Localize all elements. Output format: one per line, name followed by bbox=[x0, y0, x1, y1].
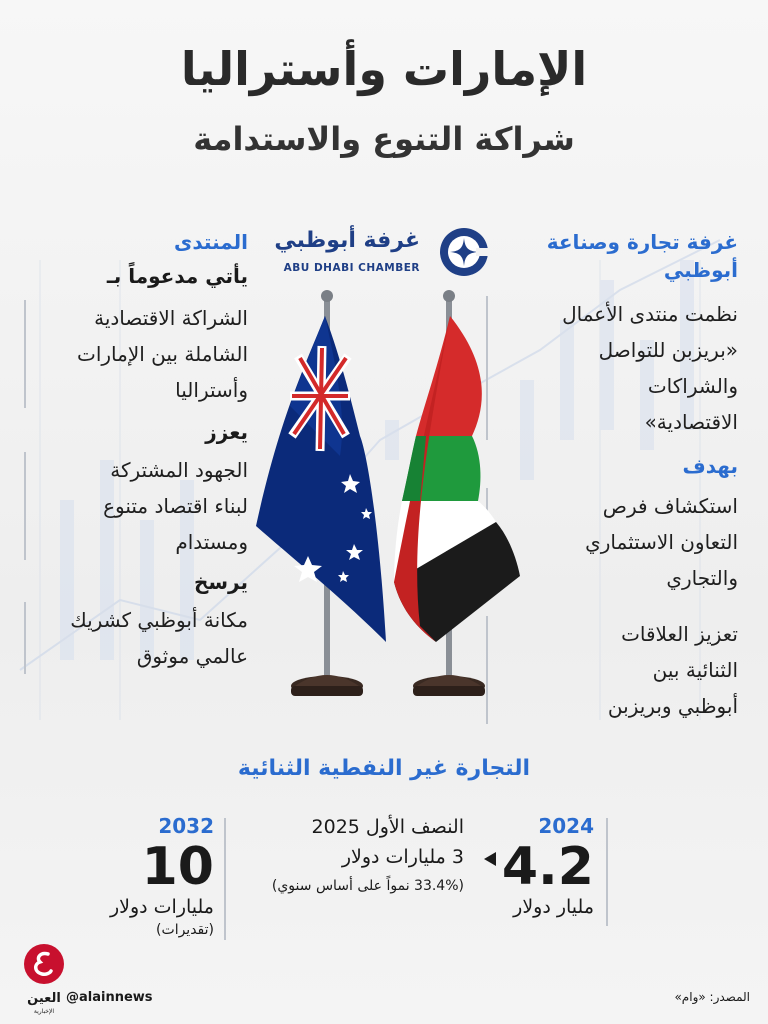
chamber-block-1-line: «بريزبن للتواصل bbox=[598, 338, 738, 362]
uae-flag bbox=[394, 316, 520, 642]
chamber-heading-line: غرفة تجارة وصناعة bbox=[546, 230, 738, 254]
forum-block-2-line: الجهود المشتركة bbox=[110, 458, 248, 482]
unit-2032: مليارات دولار bbox=[109, 896, 214, 918]
forum-subheading: يأتي مدعوماً بـ bbox=[106, 264, 248, 288]
year-2024-label: 2024 bbox=[538, 814, 594, 838]
forum-block-1-line: وأستراليا bbox=[175, 378, 248, 402]
divider-2024 bbox=[606, 818, 608, 926]
australia-flag bbox=[256, 316, 386, 642]
forum-block-1-line: الشاملة بين الإمارات bbox=[77, 342, 248, 366]
period-h1-2025: النصف الأول 2025 bbox=[311, 816, 464, 838]
main-title: الإمارات وأستراليا bbox=[180, 42, 588, 96]
growth-note: (33.4% نمواً على أساس سنوي) bbox=[271, 878, 464, 894]
value-2024: 4.2 bbox=[501, 837, 594, 897]
chamber-block-2-line: التعاون الاستثماري bbox=[585, 530, 738, 554]
value-h1-2025: 3 مليارات دولار bbox=[341, 846, 464, 868]
forum-block-1-line: الشراكة الاقتصادية bbox=[94, 306, 248, 330]
trade-2032-column bbox=[64, 814, 214, 938]
chamber-block-3-line: تعزيز العلاقات bbox=[621, 622, 738, 646]
social-handle: @alainnews bbox=[66, 990, 153, 1005]
forum-block-3-line: عالمي موثوق bbox=[136, 644, 248, 668]
forum-column bbox=[38, 228, 248, 674]
forum-block-2 bbox=[24, 452, 248, 560]
brand-text: العين bbox=[27, 991, 61, 1006]
flags-illustration bbox=[250, 286, 540, 726]
chamber-block-3-line: الثنائية بين bbox=[652, 658, 738, 682]
forum-block-2-line: ومستدام bbox=[175, 530, 248, 554]
forum-heading-2: يعزز bbox=[205, 420, 248, 444]
alain-news-logo bbox=[20, 942, 68, 1016]
abu-dhabi-chamber-logo bbox=[270, 226, 490, 286]
forum-block-3 bbox=[24, 602, 248, 674]
chamber-block-1-line: والشراكات bbox=[647, 374, 738, 398]
chamber-block-1-line: نظمت منتدى الأعمال bbox=[562, 302, 738, 326]
forum-heading-3: يرسخ bbox=[193, 570, 248, 594]
forum-heading: المنتدى bbox=[174, 230, 248, 254]
trade-2024-column bbox=[490, 814, 594, 918]
value-2032: 10 bbox=[141, 837, 214, 897]
chamber-block-1-line: الاقتصادية» bbox=[644, 410, 738, 434]
brand-subtext: الإخبارية bbox=[33, 1008, 55, 1015]
subtitle: شراكة التنوع والاستدامة bbox=[193, 120, 575, 158]
logo-arabic-text: غرفة أبوظبي bbox=[274, 228, 420, 253]
forum-block-1 bbox=[24, 300, 248, 408]
unit-2024: مليار دولار bbox=[513, 896, 594, 918]
arrow-left-icon bbox=[484, 852, 496, 866]
chamber-block-3-line: أبوظبي وبريزبن bbox=[607, 694, 738, 718]
trade-section-title: التجارة غير النفطية الثنائية bbox=[237, 756, 531, 781]
source-credit: المصدر: «وام» bbox=[674, 990, 750, 1004]
star-diamond-logo-icon bbox=[438, 226, 490, 278]
chamber-heading-line: أبوظبي bbox=[663, 258, 738, 282]
year-2032-label: 2032 bbox=[158, 814, 214, 838]
chamber-heading bbox=[500, 228, 738, 284]
chamber-heading-2: بهدف bbox=[682, 454, 738, 478]
divider-2032 bbox=[224, 818, 226, 940]
chamber-block-2-line: والتجاري bbox=[666, 566, 738, 590]
chamber-block-2-line: استكشاف فرص bbox=[602, 494, 738, 518]
estimates-note: (تقديرات) bbox=[156, 922, 214, 938]
forum-block-2-line: لبناء اقتصاد متنوع bbox=[103, 494, 248, 518]
forum-block-3-line: مكانة أبوظبي كشريك bbox=[70, 608, 248, 632]
logo-english-text: ABU DHABI CHAMBER bbox=[283, 262, 420, 274]
trade-h1-2025-column bbox=[232, 816, 464, 894]
